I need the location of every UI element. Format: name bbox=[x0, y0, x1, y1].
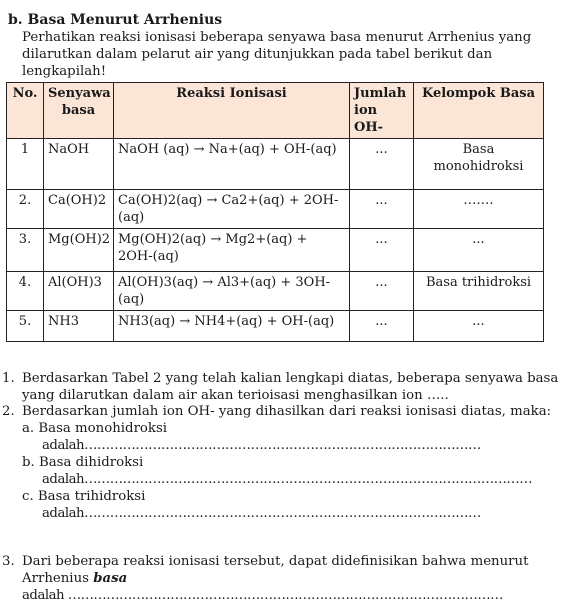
table-row bbox=[7, 229, 544, 272]
row-no: 2. bbox=[7, 190, 44, 229]
question-text-line1: Dari beberapa reaksi ionisasi tersebut, dapat didefinisikan bahwa menurut bbox=[22, 554, 529, 569]
row-kelompok: ……. bbox=[414, 190, 544, 229]
section-intro: Perhatikan reaksi ionisasi beberapa senyawa basa menurut Arrhenius yang dilarutkan dalam pelarut air yang ditunjukkan pada tabel berikut dan lengkapilah! bbox=[22, 30, 532, 79]
answer-line-b[interactable]: adalah…………………………………………………………………………………………… bbox=[42, 472, 533, 487]
ionization-table bbox=[6, 82, 544, 342]
row-no: 1 bbox=[7, 139, 44, 190]
option-c-label: c. Basa trihidroksi bbox=[22, 489, 146, 504]
option-b-label: b. Basa dihidroksi bbox=[22, 455, 144, 470]
header-no: No. bbox=[7, 83, 44, 139]
row-reaksi: Ca(OH)2(aq) → Ca2+(aq) + 2OH-(aq) bbox=[114, 190, 350, 229]
row-senyawa: Mg(OH)2 bbox=[44, 229, 114, 272]
question-text-basa: basa bbox=[93, 571, 128, 586]
row-reaksi: NH3(aq) → NH4+(aq) + OH-(aq) bbox=[114, 311, 350, 342]
table-row bbox=[7, 139, 544, 190]
question-text: Berdasarkan Tabel 2 yang telah kalian lengkapi diatas, beberapa senyawa basa yang dilarutkan dalam air akan terioisasi menghasilkan ion ….. bbox=[22, 371, 559, 403]
row-senyawa: Ca(OH)2 bbox=[44, 190, 114, 229]
answer-line-c[interactable]: adalah………………………………………………………………………………… bbox=[42, 506, 481, 521]
answer-line-a[interactable]: adalah………………………………………………………………………………… bbox=[42, 438, 481, 453]
answer-line-3[interactable]: adalah ………………………………………………………………………………………… bbox=[22, 588, 503, 603]
question-number: 1. bbox=[2, 371, 15, 386]
row-jumlah: ... bbox=[350, 190, 414, 229]
question-3 bbox=[2, 553, 562, 604]
row-no: 4. bbox=[7, 272, 44, 311]
row-senyawa: Al(OH)3 bbox=[44, 272, 114, 311]
table-row bbox=[7, 190, 544, 229]
header-reaksi: Reaksi Ionisasi bbox=[114, 83, 350, 139]
row-kelompok: ... bbox=[414, 229, 544, 272]
table-header-row bbox=[7, 83, 544, 139]
row-jumlah: ... bbox=[350, 229, 414, 272]
option-a-label: a. Basa monohidroksi bbox=[22, 421, 168, 436]
row-no: 3. bbox=[7, 229, 44, 272]
row-kelompok: Basa trihidroksi bbox=[414, 272, 544, 311]
question-text-arrhenius: Arrhenius bbox=[22, 571, 94, 586]
row-jumlah: ... bbox=[350, 272, 414, 311]
header-jumlah: Jumlah ion OH- bbox=[350, 83, 414, 139]
row-reaksi: NaOH (aq) → Na+(aq) + OH-(aq) bbox=[114, 139, 350, 190]
row-senyawa: NaOH bbox=[44, 139, 114, 190]
row-jumlah: ... bbox=[350, 311, 414, 342]
question-text: Berdasarkan jumlah ion OH- yang dihasilkan dari reaksi ionisasi diatas, maka: bbox=[22, 404, 552, 419]
row-reaksi: Mg(OH)2(aq) → Mg2+(aq) + 2OH-(aq) bbox=[114, 229, 350, 272]
row-reaksi: Al(OH)3(aq) → Al3+(aq) + 3OH-(aq) bbox=[114, 272, 350, 311]
section-title: b. Basa Menurut Arrhenius bbox=[8, 12, 223, 28]
question-2 bbox=[2, 403, 562, 522]
row-jumlah: ... bbox=[350, 139, 414, 190]
row-kelompok: ... bbox=[414, 311, 544, 342]
table-row bbox=[7, 272, 544, 311]
table-row bbox=[7, 311, 544, 342]
question-number: 2. bbox=[2, 404, 15, 419]
question-number: 3. bbox=[2, 554, 15, 569]
header-kelompok: Kelompok Basa bbox=[414, 83, 544, 139]
row-kelompok: Basa monohidroksi bbox=[414, 139, 544, 190]
header-senyawa: Senyawa basa bbox=[44, 83, 114, 139]
question-1 bbox=[2, 370, 562, 404]
row-no: 5. bbox=[7, 311, 44, 342]
question-text-line2 bbox=[22, 570, 562, 587]
row-senyawa: NH3 bbox=[44, 311, 114, 342]
